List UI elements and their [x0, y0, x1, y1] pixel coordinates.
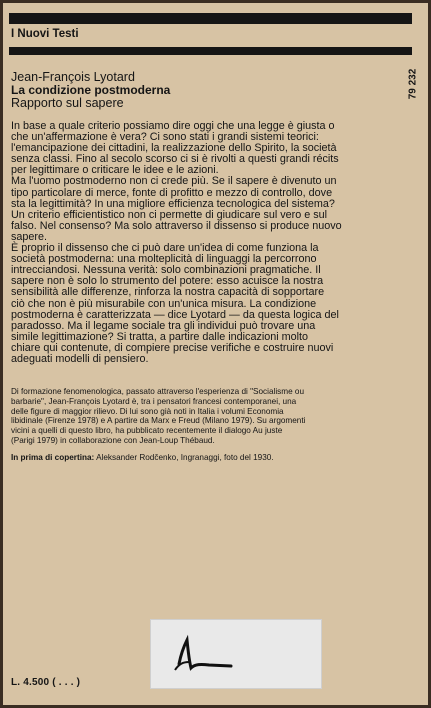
back-cover	[3, 3, 428, 705]
blurb-line: sensibilità alle differenze, rinforza la nostra capacità di sopportare	[11, 286, 325, 299]
blurb-line: che un'affermazione è vera? Ci sono stati i grandi sistemi teorici:	[11, 131, 319, 144]
book-header	[11, 71, 371, 110]
author-bio	[11, 387, 415, 446]
blurb-line: sta la legittimità? In una migliore efficienza tecnologica del sistema?	[11, 197, 335, 210]
blurb-line: È proprio il dissenso che ci può dare un'idea di come funziona la	[11, 242, 319, 255]
blurb	[11, 121, 415, 365]
blurb-line: ciò che non è più misurabile con un'unica misura. La condizione	[11, 297, 317, 310]
catalog-number	[404, 63, 422, 105]
blurb-line: chiare qui contenute, di compiere precise verifiche e costruire nuovi	[11, 341, 334, 354]
blurb-line: sapere.	[11, 230, 48, 243]
blurb-line: intrecciandosi. Nessuna verità: solo combinazioni pragmatiche. Il	[11, 264, 321, 277]
bio-line: delle figure di maggior rilievo. Di lui sono già noti in Italia i volumi Economia	[11, 406, 284, 416]
blurb-line: per legittimare o criticare le idee e le azioni.	[11, 164, 219, 177]
blurb-line: falso. Nel consenso? Ma solo attraverso il dissenso si produce nuovo	[11, 219, 342, 232]
blurb-line: adeguati modelli di pensiero.	[11, 352, 149, 365]
blurb-line: Un criterio efficientistico non ci permette di giudicare sul vero e sul	[11, 208, 328, 221]
cover-credit-text: Aleksander Rodčenko, Ingranaggi, foto del 1930.	[96, 453, 274, 462]
cover-credit	[11, 453, 415, 463]
bio-line: libidinale (Firenze 1978) e A partire da Marx e Freud (Milano 1979). Su argomenti	[11, 416, 306, 426]
price-sticker	[150, 619, 322, 689]
blurb-line: società postmoderna: una molteplicità di linguaggi la percorrono	[11, 253, 317, 266]
book-title: La condizione postmoderna	[11, 83, 171, 97]
bio-line: vicini a quelli di questo libro, ha pubblicato recentemente il dialogo Au juste	[11, 426, 283, 436]
price: L. 4.500 ( . . . )	[11, 677, 81, 688]
top-rule	[9, 13, 412, 24]
author: Jean-François Lyotard	[11, 70, 135, 84]
bio-line: (Parigi 1979) in collaborazione con Jean-Loup Thébaud.	[11, 435, 215, 445]
blurb-line: senza classi. Fino al secolo scorso ci si è rivolti a questi grandi récits	[11, 153, 339, 166]
blurb-line: paradosso. Ma il legame sociale tra gli individui può trovare una	[11, 319, 316, 332]
bio-line: Di formazione fenomenologica, passato attraverso l'esperienza di "Socialisme ou	[11, 387, 305, 396]
blurb-line: Ma l'uomo postmoderno non ci crede più. Se il sapere è divenuto un	[11, 175, 337, 188]
book-subtitle: Rapporto sul sapere	[11, 96, 124, 110]
cover-credit-label: In prima di copertina:	[11, 453, 95, 462]
blurb-line: tipo particolare di merce, fonte di profitto e mezzo di controllo, dove	[11, 186, 333, 199]
bio-line: barbarie", Jean-François Lyotard è, tra i pensatori francesi contemporanei, una	[11, 396, 297, 406]
catalog-number-text: 79 232	[407, 68, 419, 100]
blurb-line: simile legittimazione? Si tratta, a partire dalle indicazioni molto	[11, 330, 309, 343]
blurb-line: sapere non è solo lo strumento del potere: esso acuisce la nostra	[11, 275, 324, 288]
blurb-line: l'emancipazione dei cittadini, la realizzazione dello Spirito, la società	[11, 142, 337, 155]
blurb-line: In base a quale criterio possiamo dire oggi che una legge è giusta o	[11, 120, 335, 132]
series-rule	[9, 47, 412, 55]
blurb-line: postmoderna è caratterizzata — dice Lyotard — da questa logica del	[11, 308, 339, 321]
series-name: I Nuovi Testi	[11, 28, 79, 40]
handwritten-mark-icon	[151, 620, 321, 688]
